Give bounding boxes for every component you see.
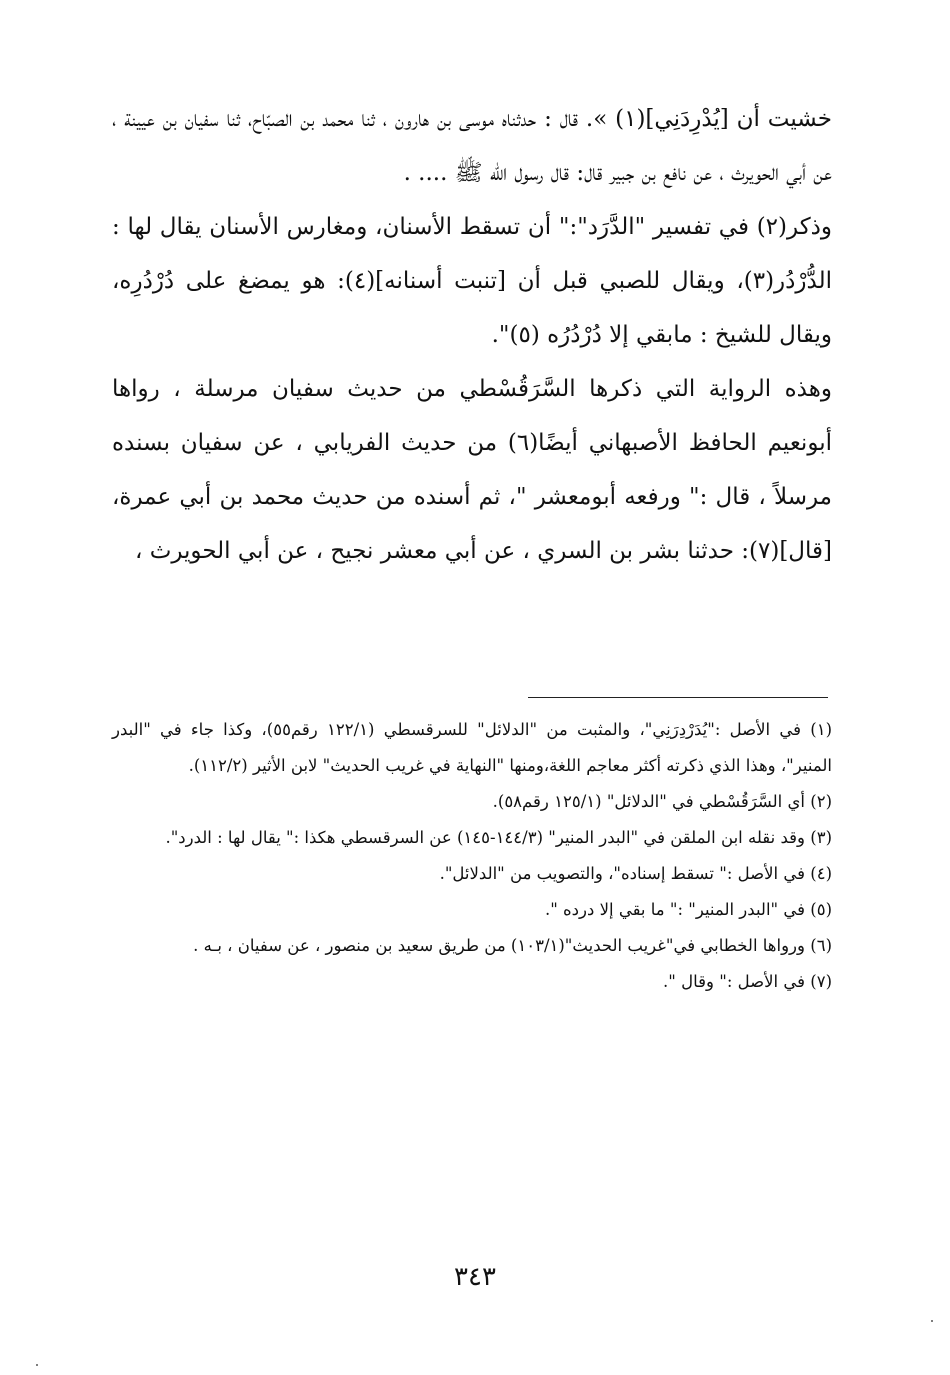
page-number: ٣٤٣	[454, 1262, 496, 1292]
scan-speck	[36, 1364, 38, 1366]
paragraph-2: وذكر(٢) في تفسير "الدَّرَد":" أن تسقط الأسنان، ومغارس الأسنان يقال لها : الدُّرْدُر(٣)، ويقال للصبي قبل أن [تنبت أسنانه](٤): هو يمضغ على دُرْدُرِه، ويقال للشيخ : مابقي إلا دُرْدُرُه (٥)".	[112, 214, 832, 348]
paragraph-3: وهذه الرواية التي ذكرها السَّرَقُسْطي من حديث سفيان مرسلة ، رواها أبونعيم الحافظ الأصبهاني أيضًا(٦) من حديث الفريابي ، عن سفيان بسنده مرسلاً ، قال :" ورفعه أبومعشر "، ثم أسنده من حديث محمد بن أبي عمرة، [قال](٧): حدثنا بشر بن السري ، عن أبي معشر نجيح ، عن أبي الحويرث ،	[112, 376, 833, 564]
footnote-4: (٤) في الأصل :" تسقط إسناده"، والتصويب من "الدلائل".	[439, 864, 832, 883]
scan-speck	[931, 1320, 933, 1322]
footnote-6: (٦) ورواها الخطابي في"غريب الحديث"(١٠٣/١) من طريق سعيد بن منصور ، عن سفيان ، بـه .	[193, 936, 832, 955]
paragraph-1: خشيت أن [يُدْرِدَنِي](١) ». قال : حدثناه موسى بن هارون ، ثنا محمد بن الصبّاح، ثنا سفيان بن عيينة ، عن أبي الحويرث ، عن نافع بن جبير قال: قال رسول الله ﷺ .... .	[112, 106, 832, 186]
footnote-separator	[528, 697, 828, 698]
footnote-3: (٣) وقد نقله ابن الملقن في "البدر المنير" (١٤٤/٣-١٤٥) عن السرقسطي هكذا :" يقال لها : الدرد".	[165, 828, 832, 847]
main-text	[112, 92, 832, 578]
footnote-2: (٢) أي السَّرَقُسْطي في "الدلائل" (١٢٥/١ رقم٥٨).	[492, 792, 832, 811]
footnote-5: (٥) في "البدر المنير" :" ما بقي إلا درده ".	[544, 900, 832, 919]
footnote-7: (٧) في الأصل :" وقال ".	[663, 972, 832, 991]
footnote-1: (١) في الأصل :"يُدَرْدِرَنِي"، والمثبت من "الدلائل" للسرقسطي (١٢٢/١ رقم٥٥)، وكذا جاء في "البدر المنير"، وهذا الذي ذكرته أكثر معاجم اللغة،ومنها "النهاية في غريب الحديث" لابن الأثير (١١٢/٢).	[112, 720, 832, 775]
footnotes	[112, 712, 832, 1000]
